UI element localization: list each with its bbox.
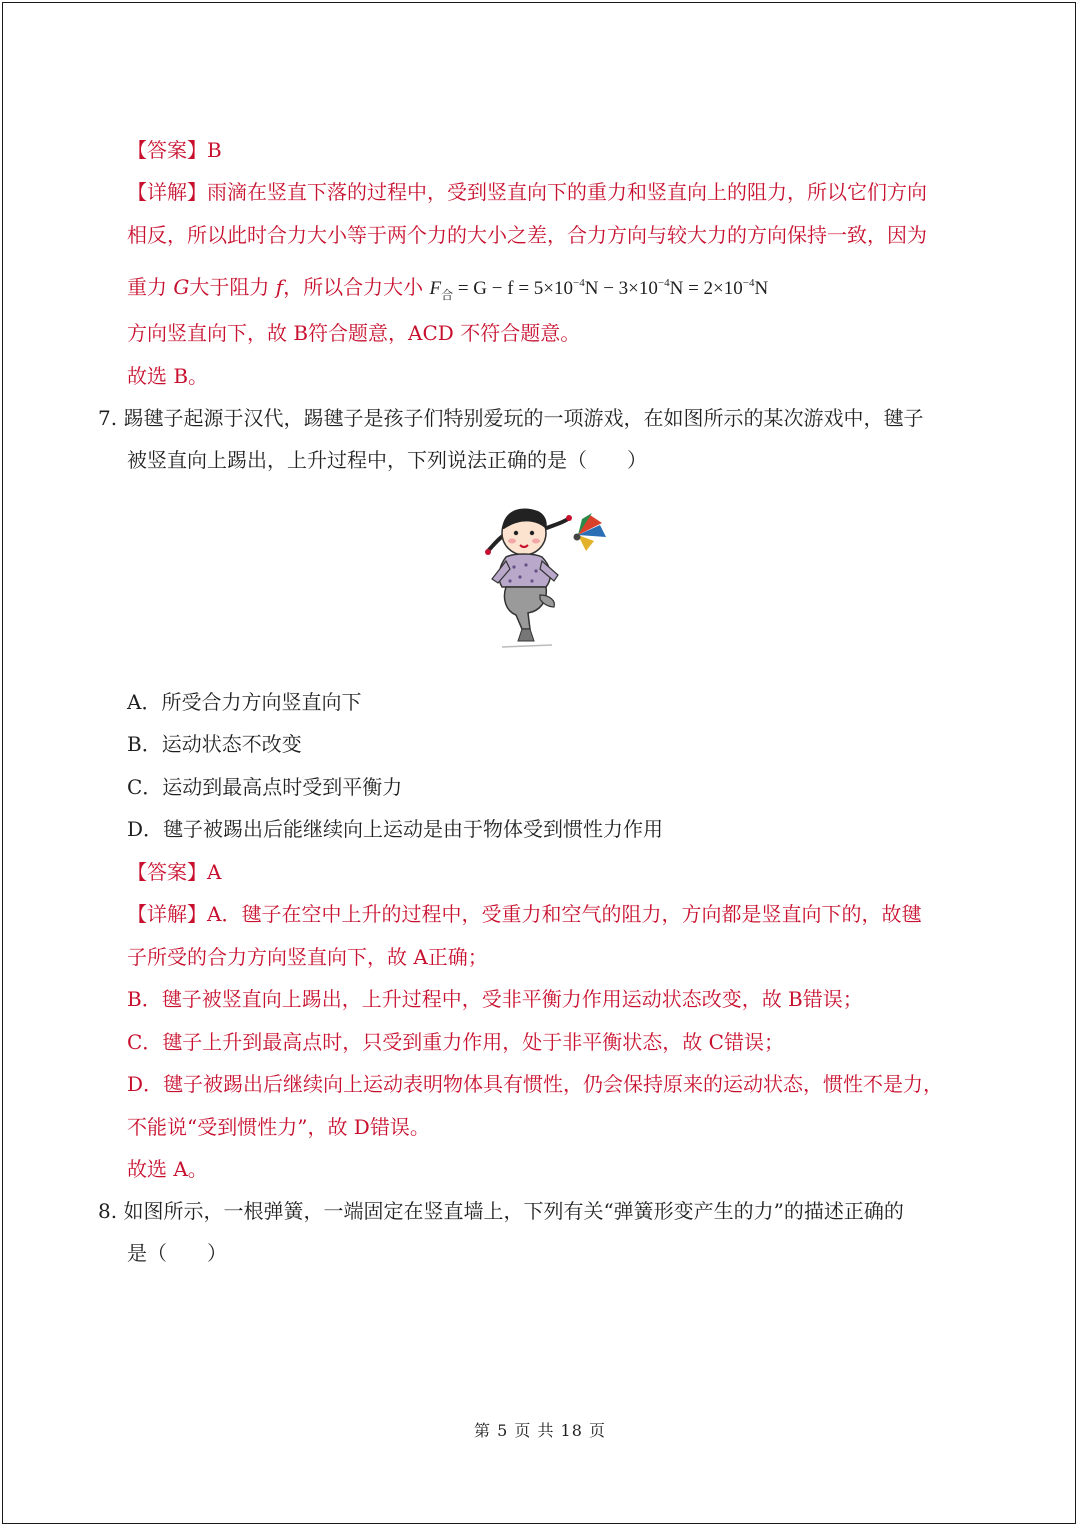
answer-tag: 【答案】 <box>127 138 207 162</box>
q7-stem-line-1: 7. 踢毽子起源于汉代，踢毽子是孩子们特别爱玩的一项游戏，在如图所示的某次游戏中，毽子 <box>98 406 924 430</box>
q7-detail-line-2: 子所受的合力方向竖直向下，故 A正确； <box>127 945 488 969</box>
q7-answer <box>127 857 221 887</box>
resultant-force-formula: $F_合 = G - f = 5\times 10^{-4}N - 3\times 10^{-4}N = 2\times 10^{-4}N$ <box>429 277 769 302</box>
q6-choose: 故选 B。 <box>127 364 209 388</box>
answer-value: A <box>207 860 222 884</box>
q7-option-a: A．所受合力方向竖直向下 <box>127 690 362 714</box>
q7-option-d: D．毽子被踢出后能继续向上运动是由于物体受到惯性力作用 <box>127 817 664 841</box>
q7-choose: 故选 A。 <box>127 1157 208 1181</box>
q6-detail-line-4: 方向竖直向下，故 B符合题意，ACD 不符合题意。 <box>127 321 581 345</box>
q6-detail-line-3: 重力 G大于阻力 f，所以合力大小 $F_合 = G - f = 5\times 10^{-4}N - 3\times 10^{-4}N = 2\times 10^{-4}N$ <box>127 275 769 302</box>
q7-detail-line-3: B．毽子被竖直向上踢出，上升过程中，受非平衡力作用运动状态改变，故 B错误； <box>127 987 863 1011</box>
q7-detail-line-4: C．毽子上升到最高点时，只受到重力作用，处于非平衡状态，故 C错误； <box>127 1030 784 1054</box>
shuttlecock-kicking-girl-illustration <box>482 495 617 660</box>
q7-detail-line-1: 【详解】A．毽子在空中上升的过程中，受重力和空气的阻力，方向都是竖直向下的，故毽 <box>127 902 922 926</box>
q7-option-b: B．运动状态不改变 <box>127 732 302 756</box>
q7-detail-line-6: 不能说“受到惯性力”，故 D错误。 <box>127 1115 430 1139</box>
q8-stem-line-2: 是（ ） <box>127 1241 227 1265</box>
q7-option-c: C．运动到最高点时受到平衡力 <box>127 775 403 799</box>
q6-detail-line-2: 相反，所以此时合力大小等于两个力的大小之差，合力方向与较大力的方向保持一致，因为 <box>127 223 927 247</box>
answer-value: B <box>207 138 222 162</box>
question-number: 8. <box>98 1199 118 1223</box>
question-number: 7. <box>98 406 118 430</box>
q7-stem-line-2: 被竖直向上踢出，上升过程中，下列说法正确的是（ ） <box>127 448 647 472</box>
q8-stem-line-1: 8. 如图所示，一根弹簧，一端固定在竖直墙上，下列有关“弹簧形变产生的力”的描述正确的 <box>98 1199 904 1223</box>
q7-detail-line-5: D．毽子被踢出后继续向上运动表明物体具有惯性，仍会保持原来的运动状态，惯性不是力， <box>127 1072 944 1096</box>
answer-tag: 【答案】 <box>127 860 207 884</box>
page-footer: 第 5 页 共 18 页 <box>474 1421 606 1440</box>
q6-answer <box>127 135 222 165</box>
q6-detail-line-1: 【详解】雨滴在竖直下落的过程中，受到竖直向下的重力和竖直向上的阻力，所以它们方向 <box>127 180 927 204</box>
